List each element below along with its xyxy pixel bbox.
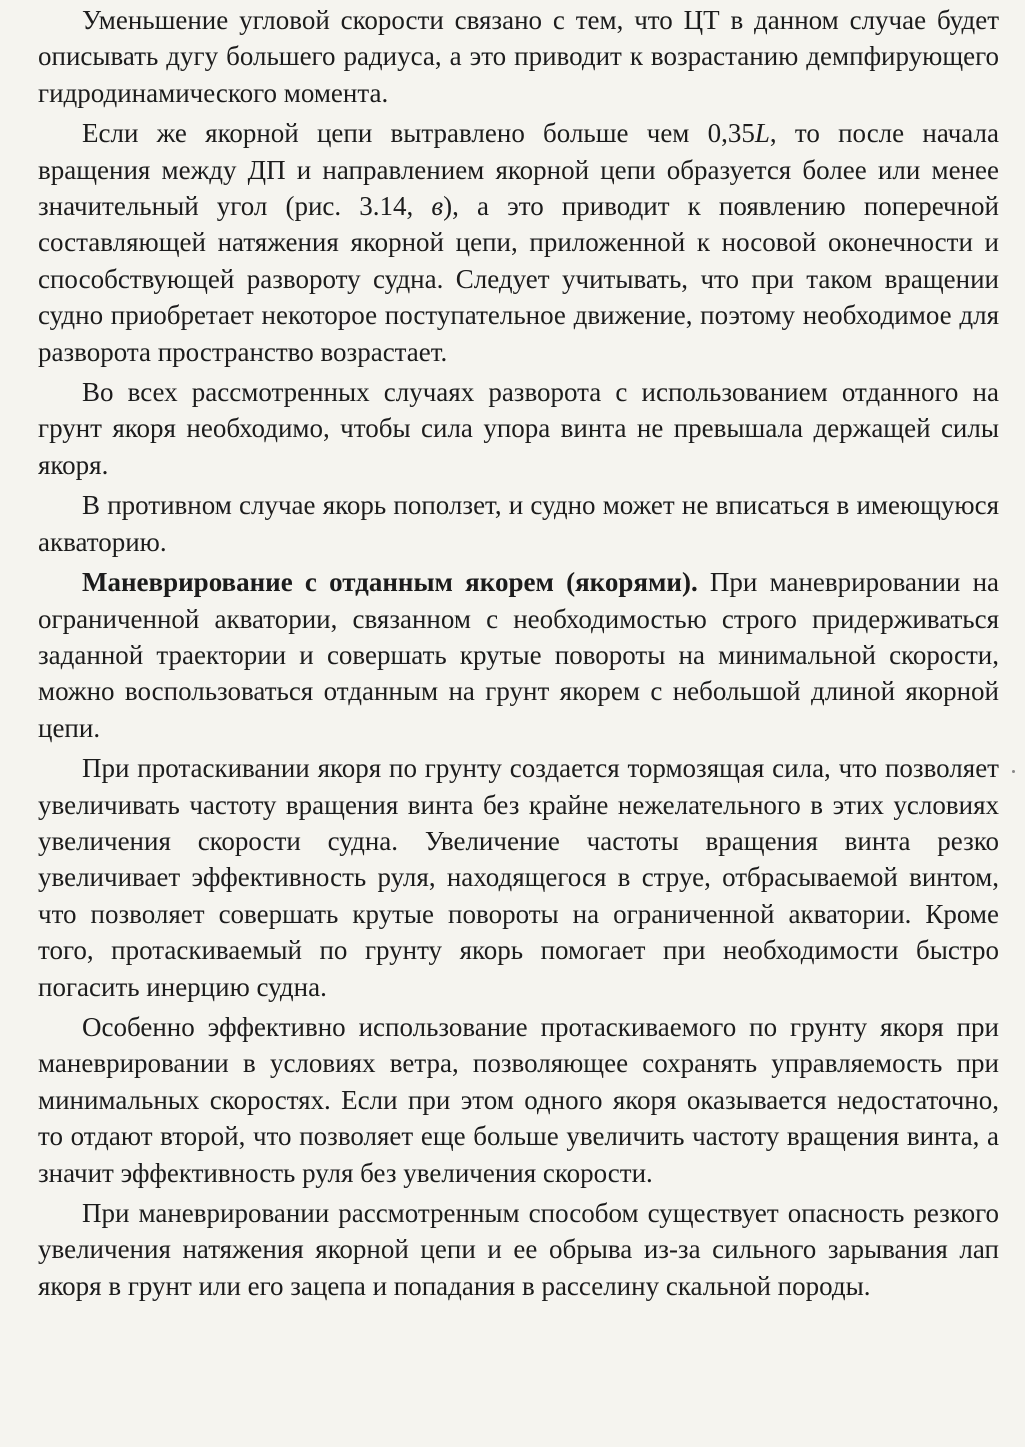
paragraph-angular-speed: Уменьшение угловой скорости связано с тем, что ЦТ в данном случае будет описывать дугу большего радиуса, а это приводит к возрастанию демпфирующего гидродинамического момента.	[38, 5, 999, 108]
paragraph-chain-length	[38, 115, 999, 370]
scan-speck	[1012, 770, 1015, 773]
variable-l: L	[754, 118, 770, 149]
paragraph-chain-length-text-2: , то после начала вращения между ДП и направлением якорной цепи образуется более или менее значительный угол (рис. 3.14,	[38, 118, 999, 222]
paragraph-maneuvering-heading	[38, 564, 999, 746]
paragraph-maneuvering-text: При маневрировании на ограниченной акватории, связанном с необходимостью строго придерживаться заданной траектории и совершать крутые повороты на минимальной скорости, можно воспользоваться отданным на грунт якорем с небольшой длиной якорной цепи.	[38, 567, 1000, 743]
paragraph-anchor-drag: В противном случае якорь поползет, и судно может не вписаться в имеющуюся акваторию.	[38, 490, 999, 557]
section-heading: Маневрирование с отданным якорем (якорями).	[82, 567, 698, 598]
paragraph-wind-conditions: Особенно эффективно использование протаскиваемого по грунту якоря при маневрировании в условиях ветра, позволяющее сохранять управляемость при минимальных скоростях. Если при этом одного якоря оказывается недостаточно, то отдают второй, что позволяет еще больше увеличить частоту вращения винта, а значит эффективность руля без увеличения скорости.	[38, 1011, 999, 1188]
paragraph-braking-force: При протаскивании якоря по грунту создается тормозящая сила, что позволяет увеличивать частоту вращения винта без крайне нежелательного в этих условиях увеличения скорости судна. Увеличение частоты вращения винта резко увеличивает эффективность руля, находящегося в струе, отбрасываемой винтом, что позволяет совершать крутые повороты на ограниченной акватории. Кроме того, протаскиваемый по грунту якорь помогает при необходимости быстро погасить инерцию судна.	[38, 753, 999, 1002]
paragraph-thrust-condition: Во всех рассмотренных случаях разворота с использованием отданного на грунт якоря необходимо, чтобы сила упора винта не превышала держащей силы якоря.	[38, 377, 999, 480]
figure-letter: в	[431, 191, 444, 222]
paragraph-chain-length-text-1: Если же якорной цепи вытравлено больше чем 0,35	[82, 118, 755, 149]
paragraph-chain-length-text-3: ), а это приводит к появлению поперечной составляющей натяжения якорной цепи, приложенной к носовой оконечности и способствующей развороту судна. Следует учитывать, что при таком вращении судно приобретает некоторое поступательное движение, поэтому необходимое для разворота пространство возрастает.	[38, 191, 999, 367]
paragraph-danger: При маневрировании рассмотренным способом существует опасность резкого увеличения натяжения якорной цепи и ее обрыва из-за сильного зарывания лап якоря в грунт или его зацепа и попадания в расселину скальной породы.	[38, 1198, 999, 1301]
